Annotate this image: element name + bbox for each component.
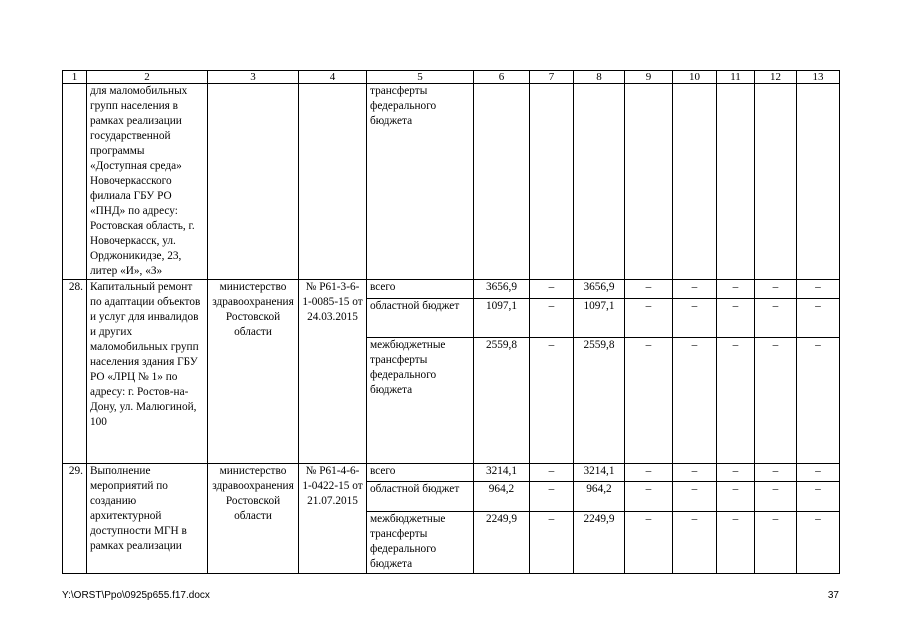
value-cell: – [625,338,673,464]
value-cell: 964,2 [474,482,530,512]
col-header: 6 [474,71,530,84]
value-cell: 2559,8 [574,338,625,464]
ministry: министерство здравоохранения Ростовской области [208,280,299,464]
value-cell: – [797,299,840,338]
value-cell: – [717,338,755,464]
value-cell: 2249,9 [474,512,530,574]
table-row [63,464,840,482]
value-cell: – [530,482,574,512]
funding-source: межбюджетные трансферты федерального бюджета [367,338,474,464]
funding-source: трансферты федерального бюджета [367,84,474,280]
value-cell: – [797,338,840,464]
value-cell: – [673,338,717,464]
header-row [63,71,840,84]
value-cell: – [673,512,717,574]
value-cell: – [717,299,755,338]
value-cell: – [625,299,673,338]
value-cell: – [717,280,755,299]
value-cell: – [797,482,840,512]
table-row-continuation [63,84,840,280]
object-name: Выполнение мероприятий по созданию архитектурной доступности МГН в рамках реализации [87,464,208,574]
object-name: для маломобильных групп населения в рамках реализации государственной программы «Доступная среда» Новочеркасского филиала ГБУ РО «ПНД» по адресу: Ростовская область, г. Новочеркасск, ул. Орджоникидзе, 23, литер «И», «З» [87,84,208,280]
page-number: 37 [827,590,839,601]
value-cell: – [755,512,797,574]
value-cell: 964,2 [574,482,625,512]
col-header: 2 [87,71,208,84]
col-header: 3 [208,71,299,84]
funding-source: областной бюджет [367,299,474,338]
funding-source: всего [367,464,474,482]
value-cell: – [530,338,574,464]
value-cell: 1097,1 [474,299,530,338]
document-number: № Р61-3-6-1-0085-15 от 24.03.2015 [299,280,367,464]
value-cell: – [625,482,673,512]
row-number: 28. [63,280,87,464]
value-cell: – [755,338,797,464]
value-cell: 3656,9 [574,280,625,299]
value-cell: 3214,1 [474,464,530,482]
funding-source: межбюджетные трансферты федерального бюджета [367,512,474,574]
funding-source: областной бюджет [367,482,474,512]
value-cell: – [797,512,840,574]
col-header: 8 [574,71,625,84]
value-cell: – [717,482,755,512]
col-header: 13 [797,71,840,84]
value-cell: – [530,280,574,299]
value-cell: – [673,280,717,299]
table-row [63,280,840,299]
value-cell: – [717,512,755,574]
document-number: № Р61-4-6-1-0422-15 от 21.07.2015 [299,464,367,574]
col-header: 4 [299,71,367,84]
object-name: Капитальный ремонт по адаптации объектов и услуг для инвалидов и других маломобильных групп населения здания ГБУ РО «ЛРЦ № 1» по адресу: г. Ростов-на-Дону, ул. Малюгиной, 100 [87,280,208,464]
ministry: министерство здравоохранения Ростовской области [208,464,299,574]
col-header: 12 [755,71,797,84]
value-cell: – [717,464,755,482]
value-cell: – [625,280,673,299]
value-cell: – [625,464,673,482]
value-cell: – [673,482,717,512]
value-cell: – [755,464,797,482]
file-path: Y:\ORST\Ppo\0925p655.f17.docx [62,590,210,601]
funding-source: всего [367,280,474,299]
col-header: 1 [63,71,87,84]
value-cell: – [797,280,840,299]
value-cell: – [530,512,574,574]
col-header: 11 [717,71,755,84]
value-cell: 2559,8 [474,338,530,464]
value-cell: – [755,482,797,512]
value-cell: – [673,299,717,338]
col-header: 9 [625,71,673,84]
value-cell: – [755,280,797,299]
col-header: 5 [367,71,474,84]
value-cell: – [530,299,574,338]
col-header: 7 [530,71,574,84]
value-cell: 1097,1 [574,299,625,338]
row-number: 29. [63,464,87,574]
budget-table [62,70,840,574]
value-cell: – [530,464,574,482]
value-cell: – [797,464,840,482]
value-cell: 3656,9 [474,280,530,299]
value-cell: 2249,9 [574,512,625,574]
value-cell: – [673,464,717,482]
value-cell: – [625,512,673,574]
col-header: 10 [673,71,717,84]
value-cell: 3214,1 [574,464,625,482]
value-cell: – [755,299,797,338]
